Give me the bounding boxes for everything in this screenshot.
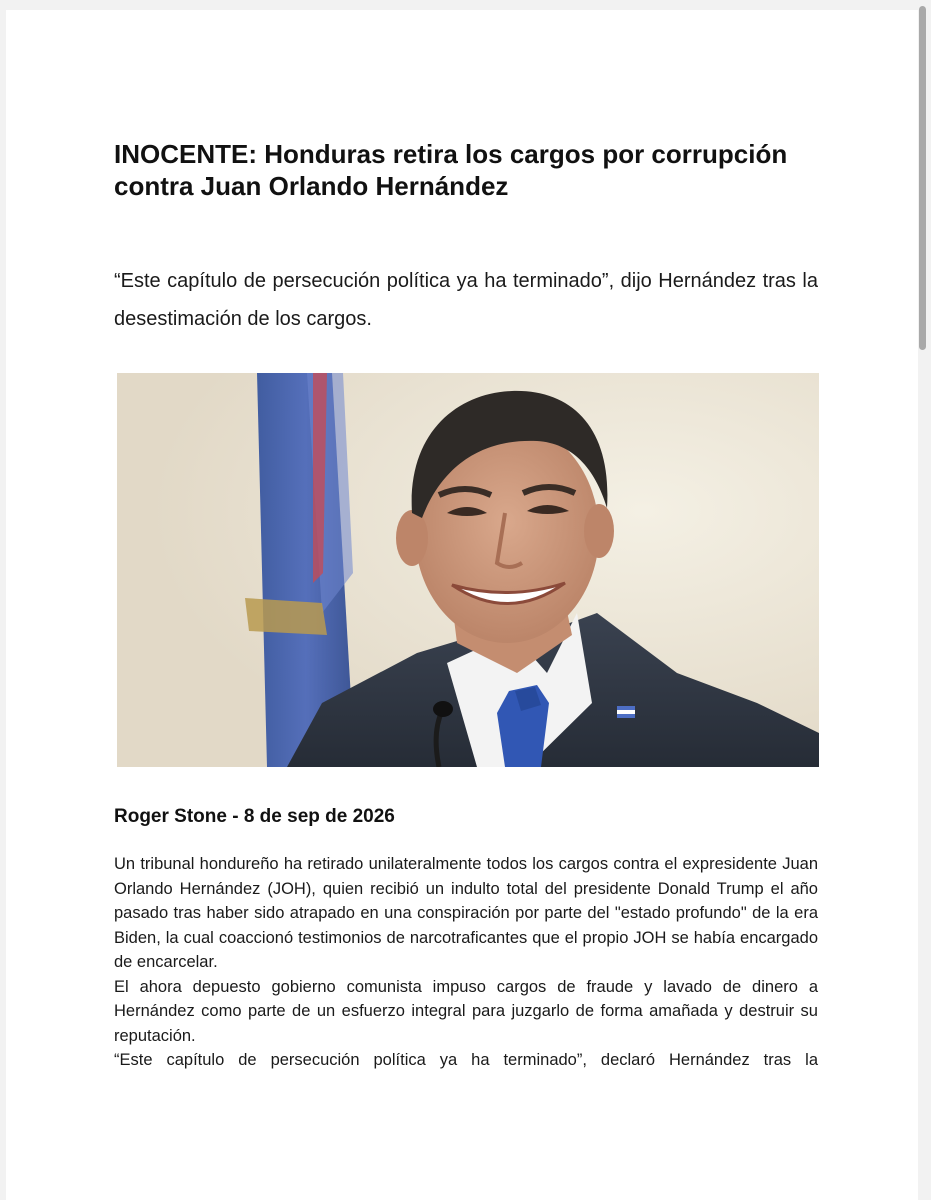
article-body bbox=[114, 852, 818, 1073]
vertical-scrollbar[interactable] bbox=[919, 0, 926, 1200]
document-page[interactable] bbox=[6, 10, 918, 1200]
scrollbar-thumb[interactable] bbox=[919, 6, 926, 350]
body-paragraph: El ahora depuesto gobierno comunista impuso cargos de fraude y lavado de dinero a Hernández como parte de un esfuerzo integral para juzgarlo de forma amañada y destruir su reputación. bbox=[114, 977, 818, 1045]
body-paragraph: Un tribunal hondureño ha retirado unilateralmente todos los cargos contra el expresidente Juan Orlando Hernández (JOH), quien recibió un indulto total del presidente Donald Trump el año pasado tras haber sido atrapado en una conspiración por parte del "estado profundo" de la era Biden, la cual coaccionó testimonios de narcotraficantes que el propio JOH se había encargado de encarcelar. bbox=[114, 855, 818, 971]
article-subheadline: “Este capítulo de persecución política ya ha terminado”, dijo Hernández tras la desestimación de los cargos. bbox=[114, 270, 818, 330]
article-photo bbox=[117, 373, 819, 767]
article-headline: INOCENTE: Honduras retira los cargos por corrupción contra Juan Orlando Hernández bbox=[114, 139, 788, 201]
body-paragraph: “Este capítulo de persecución política ya ha terminado”, declaró Hernández tras la bbox=[114, 1051, 818, 1069]
article-byline: Roger Stone - 8 de sep de 2026 bbox=[114, 806, 395, 827]
